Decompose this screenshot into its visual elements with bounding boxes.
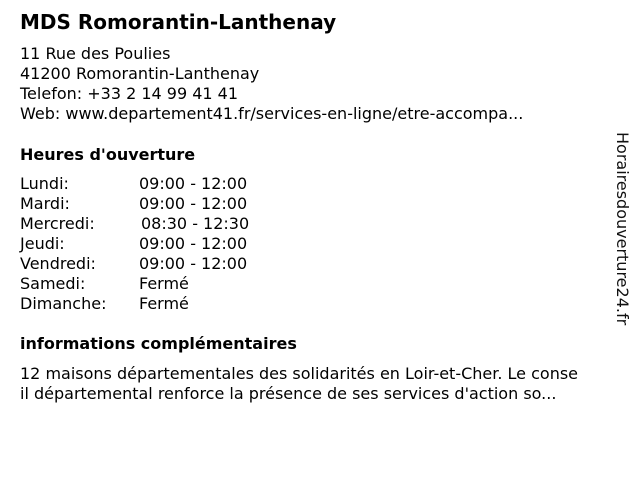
address-city: 41200 Romorantin-Lanthenay [20, 64, 260, 83]
hours-day: Dimanche: [20, 294, 107, 313]
hours-day: Samedi: [20, 274, 86, 293]
website-line: Web: www.departement41.fr/services-en-ligne/etre-accompa... [20, 104, 524, 123]
hours-day: Lundi: [20, 174, 69, 193]
hours-day: Mardi: [20, 194, 70, 213]
hours-time: Fermé [139, 294, 189, 313]
address-street: 11 Rue des Poulies [20, 44, 171, 63]
hours-time: 08:30 - 12:30 [141, 214, 250, 233]
hours-time: Fermé [139, 274, 189, 293]
opening-hours-heading: Heures d'ouverture [20, 145, 196, 164]
additional-info-heading: informations complémentaires [20, 334, 297, 353]
hours-time: 09:00 - 12:00 [139, 174, 248, 193]
additional-info-line-2: il départemental renforce la présence de ses services d'action so... [20, 384, 557, 403]
additional-info-line-1: 12 maisons départementales des solidarités en Loir-et-Cher. Le conse [20, 364, 579, 383]
hours-time: 09:00 - 12:00 [139, 194, 248, 213]
business-title: MDS Romorantin-Lanthenay [20, 10, 337, 34]
hours-day: Vendredi: [20, 254, 96, 273]
hours-day: Jeudi: [20, 234, 65, 253]
hours-time: 09:00 - 12:00 [139, 234, 248, 253]
phone-line: Telefon: +33 2 14 99 41 41 [20, 84, 239, 103]
hours-time: 09:00 - 12:00 [139, 254, 248, 273]
hours-day: Mercredi: [20, 214, 95, 233]
site-watermark: Horairesdouverture24.fr [613, 132, 632, 326]
